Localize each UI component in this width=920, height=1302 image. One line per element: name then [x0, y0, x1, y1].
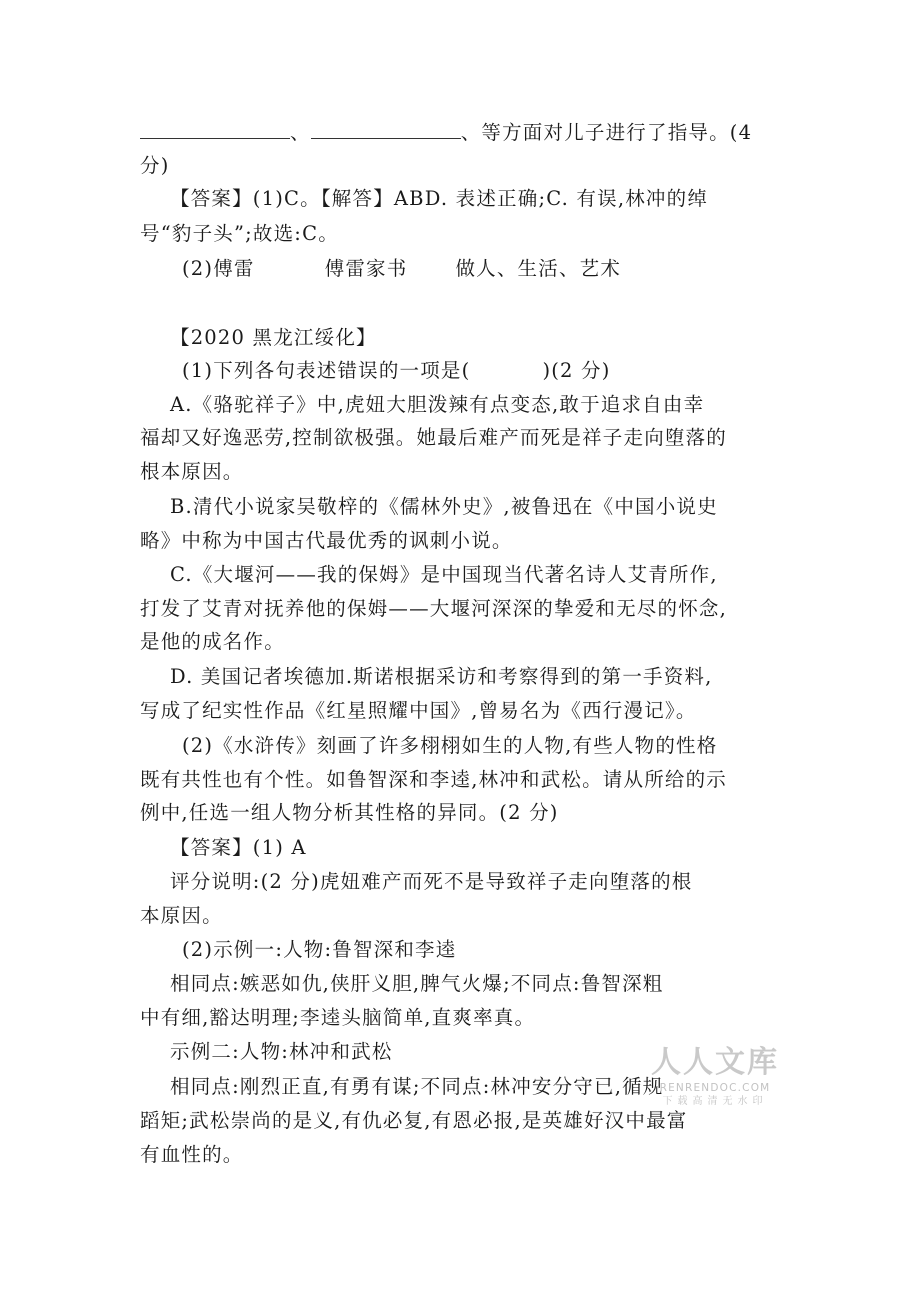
option-a-line-2: 福却又好逸恶劳,控制欲极强。她最后难产而死是祥子走向堕落的: [140, 426, 727, 449]
watermark: [640, 1045, 790, 1115]
example-1-line-1: 相同点:嫉恶如仇,侠肝义胆,脾气火爆;不同点:鲁智深粗: [170, 972, 664, 995]
prev-answer-line-2: 号“豹子头”;故选:C。: [140, 222, 339, 245]
answer-blank-2: [311, 120, 461, 139]
scoring-line-2: 本原因。: [140, 904, 223, 927]
question-1: (1)下列各句表述错误的一项是( )(2 分): [182, 359, 611, 382]
prev-question-line-2: 分): [140, 154, 170, 177]
option-c-line-1: C.《大堰河——我的保姆》是中国现当代著名诗人艾青所作,: [170, 563, 718, 586]
option-c-line-3: 是他的成名作。: [140, 630, 285, 653]
example-2-line-1: 相同点:刚烈正直,有勇有谋;不同点:林冲安分守已,循规: [170, 1075, 664, 1098]
example-2-line-2: 蹈矩;武松崇尚的是义,有仇必复,有恩必报,是英雄好汉中最富: [140, 1109, 688, 1132]
watermark-domain: RENRENDOC.COM: [659, 1082, 771, 1094]
option-c-line-2: 打发了艾青对抚养他的保姆——大堰河深深的挚爱和无尽的怀念,: [140, 597, 727, 620]
example-2-title: 示例二:人物:林冲和武松: [170, 1040, 393, 1063]
answer-blank-1: [140, 120, 290, 139]
prev-answer-line-1: 【答案】(1)C。【解答】ABD. 表述正确;C. 有误,林冲的绰: [170, 187, 709, 210]
scoring-line-1: 评分说明:(2 分)虎妞难产而死不是导致祥子走向堕落的根: [170, 870, 693, 893]
example-1-title: (2)示例一:人物:鲁智深和李逵: [182, 938, 457, 961]
question-2-line-1: (2)《水浒传》刻画了许多栩栩如生的人物,有些人物的性格: [182, 734, 718, 757]
option-d-line-2: 写成了纪实性作品《红星照耀中国》,曾易名为《西行漫记》。: [140, 699, 697, 722]
example-1-line-2: 中有细,豁达明理;李逵头脑简单,直爽率真。: [140, 1006, 536, 1029]
option-a-line-1: A.《骆驼祥子》中,虎妞大胆泼辣有点变态,敢于追求自由幸: [170, 393, 705, 416]
watermark-slogan: 下载高清无水印: [662, 1096, 768, 1107]
example-2-line-3: 有血性的。: [140, 1143, 244, 1166]
option-a-line-3: 根本原因。: [140, 460, 244, 483]
question-2-line-3: 例中,任选一组人物分析其性格的异同。(2 分): [140, 801, 559, 824]
question-2-line-2: 既有共性也有个性。如鲁智深和李逵,林冲和武松。请从所给的示: [140, 768, 727, 791]
prev-answer-part-2: (2)傅雷 傅雷家书 做人、生活、艺术: [182, 257, 622, 280]
option-b-line-1: B.清代小说家吴敬梓的《儒林外史》,被鲁迅在《中国小说史: [170, 495, 718, 518]
option-b-line-2: 略》中称为中国古代最优秀的讽刺小说。: [140, 529, 513, 552]
section-heading: 【2020 黑龙江绥化】: [170, 326, 377, 349]
watermark-logo: 人人文库: [651, 1045, 779, 1080]
option-d-line-1: D. 美国记者埃德加.斯诺根据采访和考察得到的第一手资料,: [170, 665, 713, 688]
answer-1: 【答案】(1) A: [170, 836, 307, 859]
prev-question-line-1: 、 、等方面对儿子进行了指导。(4: [140, 120, 780, 146]
